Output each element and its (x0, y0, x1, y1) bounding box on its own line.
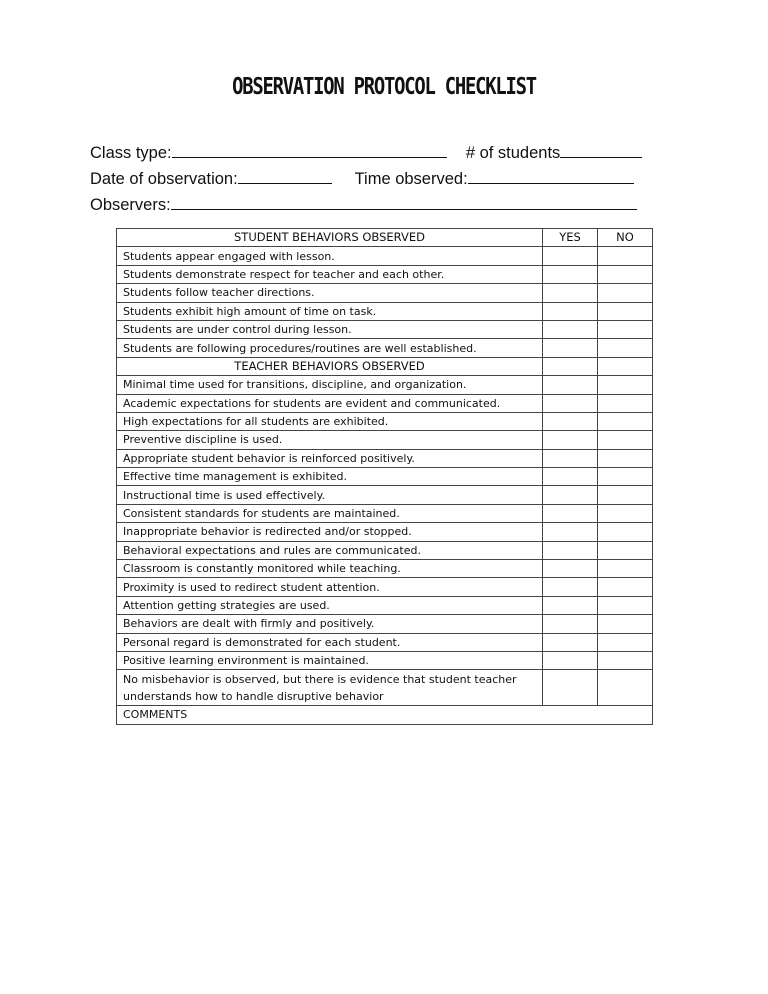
table-row (117, 247, 653, 265)
table-row (117, 468, 653, 486)
no-cell[interactable] (598, 651, 653, 669)
comments-box[interactable] (117, 706, 653, 724)
no-cell[interactable] (598, 468, 653, 486)
yes-cell[interactable] (543, 615, 598, 633)
yes-cell[interactable] (543, 523, 598, 541)
table-row (117, 449, 653, 467)
table-row (117, 578, 653, 596)
table-row (117, 596, 653, 614)
no-cell[interactable] (598, 247, 653, 265)
no-cell[interactable] (598, 670, 653, 688)
no-cell[interactable] (598, 357, 653, 375)
num-students-label: # of students (465, 144, 561, 162)
yes-cell[interactable] (543, 651, 598, 669)
table-row (117, 320, 653, 338)
date-label: Date of observation: (90, 170, 238, 188)
table-row (117, 412, 653, 430)
item-label: Academic expectations for students are evident and communicated. (117, 394, 543, 412)
yes-cell[interactable] (543, 357, 598, 375)
no-cell[interactable] (598, 265, 653, 283)
item-label: Students are under control during lesson. (117, 320, 543, 338)
no-cell[interactable] (598, 412, 653, 430)
item-label: Effective time management is exhibited. (117, 468, 543, 486)
no-cell[interactable] (598, 431, 653, 449)
no-cell[interactable] (598, 302, 653, 320)
item-label: No misbehavior is observed, but there is evidence that student teacher (117, 670, 543, 688)
yes-cell[interactable] (543, 541, 598, 559)
table-row (117, 376, 653, 394)
no-cell[interactable] (598, 339, 653, 357)
yes-cell[interactable] (543, 688, 598, 706)
table-row (117, 339, 653, 357)
yes-cell[interactable] (543, 578, 598, 596)
no-cell[interactable] (598, 376, 653, 394)
yes-cell[interactable] (543, 339, 598, 357)
table-row (117, 560, 653, 578)
item-label: Preventive discipline is used. (117, 431, 543, 449)
item-label: Personal regard is demonstrated for each student. (117, 633, 543, 651)
item-label: Minimal time used for transitions, discipline, and organization. (117, 376, 543, 394)
yes-cell[interactable] (543, 265, 598, 283)
teacher-behaviors-header: TEACHER BEHAVIORS OBSERVED (117, 357, 543, 375)
no-cell[interactable] (598, 523, 653, 541)
no-cell[interactable] (598, 504, 653, 522)
yes-cell[interactable] (543, 486, 598, 504)
no-cell[interactable] (598, 284, 653, 302)
yes-cell[interactable] (543, 431, 598, 449)
table-row (117, 688, 653, 706)
table-row (117, 284, 653, 302)
item-label: Students appear engaged with lesson. (117, 247, 543, 265)
yes-cell[interactable] (543, 284, 598, 302)
field-row-class (90, 143, 642, 163)
observers-label: Observers: (90, 196, 171, 214)
item-label: High expectations for all students are exhibited. (117, 412, 543, 430)
table-row (117, 615, 653, 633)
item-label: Students follow teacher directions. (117, 284, 543, 302)
comments-label: COMMENTS (123, 708, 188, 722)
table-row (117, 523, 653, 541)
teacher-header-row (117, 357, 653, 375)
table-row (117, 302, 653, 320)
class-type-line[interactable] (172, 143, 447, 158)
item-label: Proximity is used to redirect student attention. (117, 578, 543, 596)
no-cell[interactable] (598, 633, 653, 651)
yes-cell[interactable] (543, 302, 598, 320)
student-header-row (117, 229, 653, 247)
item-label: Students demonstrate respect for teacher and each other. (117, 265, 543, 283)
no-cell[interactable] (598, 449, 653, 467)
table-row (117, 541, 653, 559)
no-header: NO (598, 229, 653, 247)
yes-cell[interactable] (543, 560, 598, 578)
no-cell[interactable] (598, 578, 653, 596)
no-cell[interactable] (598, 560, 653, 578)
item-label: Classroom is constantly monitored while teaching. (117, 560, 543, 578)
no-cell[interactable] (598, 596, 653, 614)
item-label: understands how to handle disruptive behavior (117, 688, 543, 706)
yes-cell[interactable] (543, 247, 598, 265)
field-row-date (90, 169, 634, 189)
checklist-table (116, 228, 653, 725)
no-cell[interactable] (598, 615, 653, 633)
page-title: OBSERVATION PROTOCOL CHECKLIST (232, 74, 536, 100)
num-students-line[interactable] (560, 143, 642, 158)
item-label: Students are following procedures/routines are well established. (117, 339, 543, 357)
table-row (117, 431, 653, 449)
no-cell[interactable] (598, 394, 653, 412)
item-label: Attention getting strategies are used. (117, 596, 543, 614)
no-cell[interactable] (598, 688, 653, 706)
observers-line[interactable] (171, 195, 637, 210)
time-label: Time observed: (354, 170, 468, 188)
student-behaviors-header: STUDENT BEHAVIORS OBSERVED (117, 229, 543, 247)
yes-cell[interactable] (543, 376, 598, 394)
item-label: Consistent standards for students are maintained. (117, 504, 543, 522)
time-line[interactable] (468, 169, 634, 184)
item-label: Inappropriate behavior is redirected and/or stopped. (117, 523, 543, 541)
item-label: Appropriate student behavior is reinforced positively. (117, 449, 543, 467)
yes-cell[interactable] (543, 596, 598, 614)
yes-cell[interactable] (543, 412, 598, 430)
yes-cell[interactable] (543, 468, 598, 486)
table-row (117, 265, 653, 283)
no-cell[interactable] (598, 541, 653, 559)
field-row-observers (90, 195, 637, 215)
no-cell[interactable] (598, 486, 653, 504)
no-cell[interactable] (598, 320, 653, 338)
table-row (117, 670, 653, 688)
comments-row (117, 706, 653, 724)
yes-cell[interactable] (543, 320, 598, 338)
item-label: Instructional time is used effectively. (117, 486, 543, 504)
yes-cell[interactable] (543, 633, 598, 651)
yes-cell[interactable] (543, 449, 598, 467)
table-row (117, 651, 653, 669)
yes-cell[interactable] (543, 670, 598, 688)
yes-header: YES (543, 229, 598, 247)
table-row (117, 394, 653, 412)
table-row (117, 504, 653, 522)
yes-cell[interactable] (543, 504, 598, 522)
class-type-label: Class type: (90, 144, 172, 162)
table-row (117, 633, 653, 651)
table-row (117, 486, 653, 504)
yes-cell[interactable] (543, 394, 598, 412)
item-label: Students exhibit high amount of time on task. (117, 302, 543, 320)
item-label: Behavioral expectations and rules are communicated. (117, 541, 543, 559)
item-label: Positive learning environment is maintained. (117, 651, 543, 669)
item-label: Behaviors are dealt with firmly and positively. (117, 615, 543, 633)
date-line[interactable] (238, 169, 332, 184)
